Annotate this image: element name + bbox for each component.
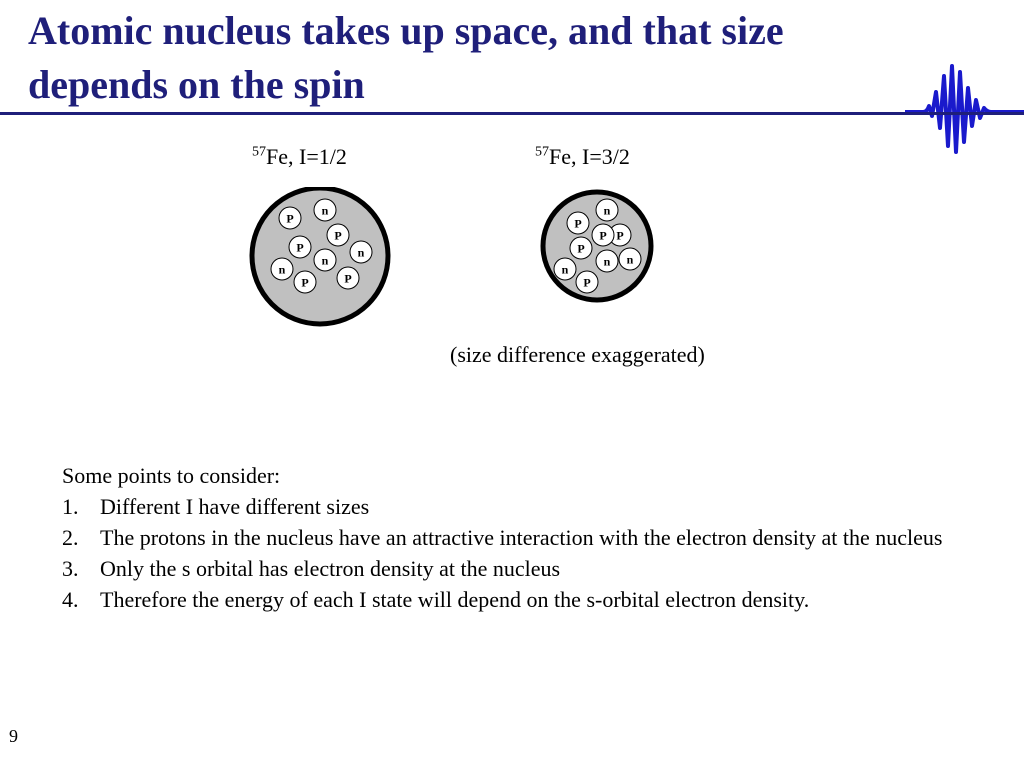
nucleus-label-right xyxy=(535,142,630,172)
list-text: The protons in the nucleus have an attractive interaction with the electron density at the nucleus xyxy=(100,525,943,550)
list-item xyxy=(62,522,982,553)
particle xyxy=(279,207,301,229)
points-section xyxy=(62,460,982,615)
slide-title: Atomic nucleus takes up space, and that size depends on the spin xyxy=(28,8,784,107)
particle xyxy=(327,224,349,246)
svg-text:P: P xyxy=(286,211,294,226)
particle xyxy=(350,241,372,263)
list-item xyxy=(62,584,982,615)
svg-text:n: n xyxy=(603,203,611,218)
svg-text:n: n xyxy=(626,252,634,267)
particle xyxy=(271,258,293,280)
size-note: (size difference exaggerated) xyxy=(450,342,705,367)
particle xyxy=(570,237,592,259)
wave-pulse-icon xyxy=(905,62,1024,156)
svg-text:P: P xyxy=(616,228,624,243)
particle xyxy=(314,249,336,271)
page-number: 9 xyxy=(9,726,18,746)
particle xyxy=(567,212,589,234)
nucleus-label-left xyxy=(252,142,347,172)
svg-text:P: P xyxy=(577,241,585,256)
particle xyxy=(314,199,336,221)
points-heading: Some points to consider: xyxy=(62,463,281,488)
nucleus-diagram-left xyxy=(248,187,392,331)
svg-text:n: n xyxy=(603,254,611,269)
list-number: 4. xyxy=(62,587,79,612)
svg-text:P: P xyxy=(296,240,304,255)
svg-text:n: n xyxy=(357,245,365,260)
particle xyxy=(576,271,598,293)
points-list xyxy=(62,491,982,615)
particle xyxy=(294,271,316,293)
particle xyxy=(554,258,576,280)
particle xyxy=(289,236,311,258)
list-item xyxy=(62,491,982,522)
list-text: Therefore the energy of each I state will depend on the s-orbital electron density. xyxy=(100,587,810,612)
svg-text:n: n xyxy=(321,253,329,268)
svg-text:P: P xyxy=(583,275,591,290)
list-text: Only the s orbital has electron density at the nucleus xyxy=(100,556,561,581)
list-number: 3. xyxy=(62,556,79,581)
svg-text:n: n xyxy=(561,262,569,277)
svg-text:P: P xyxy=(599,228,607,243)
particle xyxy=(592,224,614,246)
svg-text:P: P xyxy=(344,271,352,286)
particle xyxy=(596,199,618,221)
list-number: 1. xyxy=(62,494,79,519)
list-text: Different I have different sizes xyxy=(100,494,370,519)
svg-text:P: P xyxy=(301,275,309,290)
particle xyxy=(596,250,618,272)
title-divider xyxy=(0,112,1024,115)
svg-text:P: P xyxy=(334,228,342,243)
svg-text:n: n xyxy=(321,203,329,218)
svg-text:P: P xyxy=(574,216,582,231)
isotope-spin-right: Fe, I=3/2 xyxy=(549,144,630,169)
list-number: 2. xyxy=(62,525,79,550)
particle xyxy=(619,248,641,270)
mass-number-left: 57 xyxy=(252,144,266,160)
nucleus-diagram-right xyxy=(539,188,655,304)
svg-text:n: n xyxy=(278,262,286,277)
particle xyxy=(337,267,359,289)
mass-number-right: 57 xyxy=(535,144,549,160)
isotope-spin-left: Fe, I=1/2 xyxy=(266,144,347,169)
list-item xyxy=(62,553,982,584)
